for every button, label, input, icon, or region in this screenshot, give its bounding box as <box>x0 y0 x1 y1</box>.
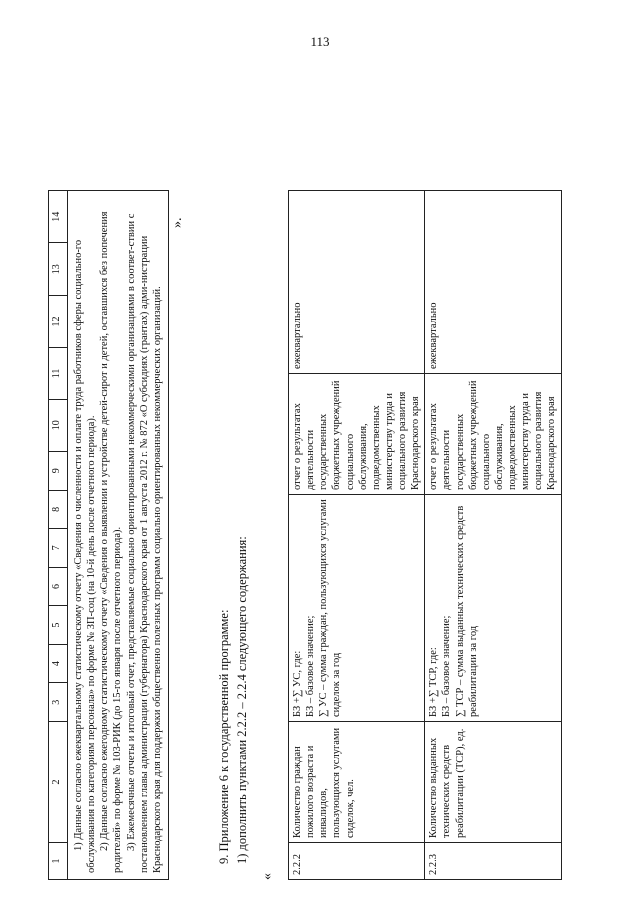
closing-quote: ». <box>170 217 185 228</box>
header-table <box>48 190 169 880</box>
formula-line: БЗ +∑ УС, где: <box>292 650 303 717</box>
section-subheading: 1) дополнить пунктами 2.2.2 – 2.2.4 следующего содержания: <box>235 536 249 864</box>
column-number: 14 <box>49 191 68 244</box>
column-number: 3 <box>49 683 68 722</box>
row-source: отчет о результатах деятельности государственных бюджетных учреждений социального обслуживания, подведомственных министерству труда и социального развития Краснодарского края <box>425 374 561 495</box>
table-row <box>289 191 425 880</box>
notes-cell <box>68 191 169 880</box>
opening-quote: « <box>260 873 275 880</box>
row-periodicity: ежеквартально <box>425 191 561 374</box>
column-number: 10 <box>49 399 68 451</box>
column-number: 6 <box>49 567 68 606</box>
column-number: 5 <box>49 606 68 645</box>
formula-line: БЗ – базовое значение; <box>441 615 453 717</box>
indicators-table <box>288 190 562 880</box>
row-periodicity: ежеквартально <box>289 191 425 374</box>
row-formula <box>425 495 561 722</box>
page-number: 113 <box>310 34 330 49</box>
column-number: 1 <box>49 843 68 880</box>
column-number: 8 <box>49 490 68 529</box>
row-formula <box>289 495 425 722</box>
column-number: 7 <box>49 529 68 568</box>
formula-line: БЗ +∑ ТСР, где: <box>428 647 440 717</box>
column-number: 11 <box>49 348 68 399</box>
formula-line: ∑ ТСР – сумма выданных технических средств реабилитации за год <box>454 505 479 717</box>
column-number: 4 <box>49 644 68 683</box>
note-3: 3) Ежемесячные отчеты и итоговый отчет, представляемые социально ориентированными некоммерческими организациями в соответ-ствии с постановлением главы администрации (губернатора) Краснодарского края от 1 августа 2012 г. № 872 «О субсидиях (грантах) адми-нистрации Краснодарского края для поддержки общественно полезных программ социально ориентированных некоммерческих организаций. <box>125 213 163 873</box>
table-row <box>425 191 561 880</box>
row-source: отчет о результатах деятельности государственных бюджетных учреждений социального обслуживания, подведомственных министерству труда и социального развития Краснодарского края <box>289 374 425 495</box>
row-indicator: Количество граждан пожилого возраста и инвалидов, пользующихся услугами сиделок, чел. <box>289 722 425 843</box>
rotated-content <box>48 190 608 880</box>
row-indicator: Количество выданных технических средств реабилитации (ТСР), ед. <box>425 722 561 843</box>
column-number-row <box>49 191 68 880</box>
column-number: 2 <box>49 722 68 843</box>
column-number: 9 <box>49 451 68 490</box>
section-heading: 9. Приложение 6 к государственной программе: <box>217 609 231 864</box>
notes-row <box>68 191 169 880</box>
column-number: 12 <box>49 295 68 347</box>
note-1: 1) Данные согласно ежеквартальному статистическому отчету «Сведения о численности и оплате труда работников сферы социально-го обслуживания по категориям персонала» по форме № ЗП-соц (на 10-й день после отчетного периода). <box>73 239 98 873</box>
row-number: 2.2.3 <box>425 843 561 880</box>
formula-line: БЗ – базовое значение; <box>305 615 317 717</box>
row-number: 2.2.2 <box>289 843 425 880</box>
column-number: 13 <box>49 243 68 295</box>
note-2: 2) Данные согласно ежегодному статистическому отчету «Сведения о выявлении и устройстве детей-сирот и детей, оставшихся без попечения родителей» по форме № 103-РИК (до 15-го января после отчетного периода). <box>99 211 124 873</box>
formula-line: ∑ УС – сумма граждан, пользующихся услугами сиделок за год <box>318 499 343 717</box>
